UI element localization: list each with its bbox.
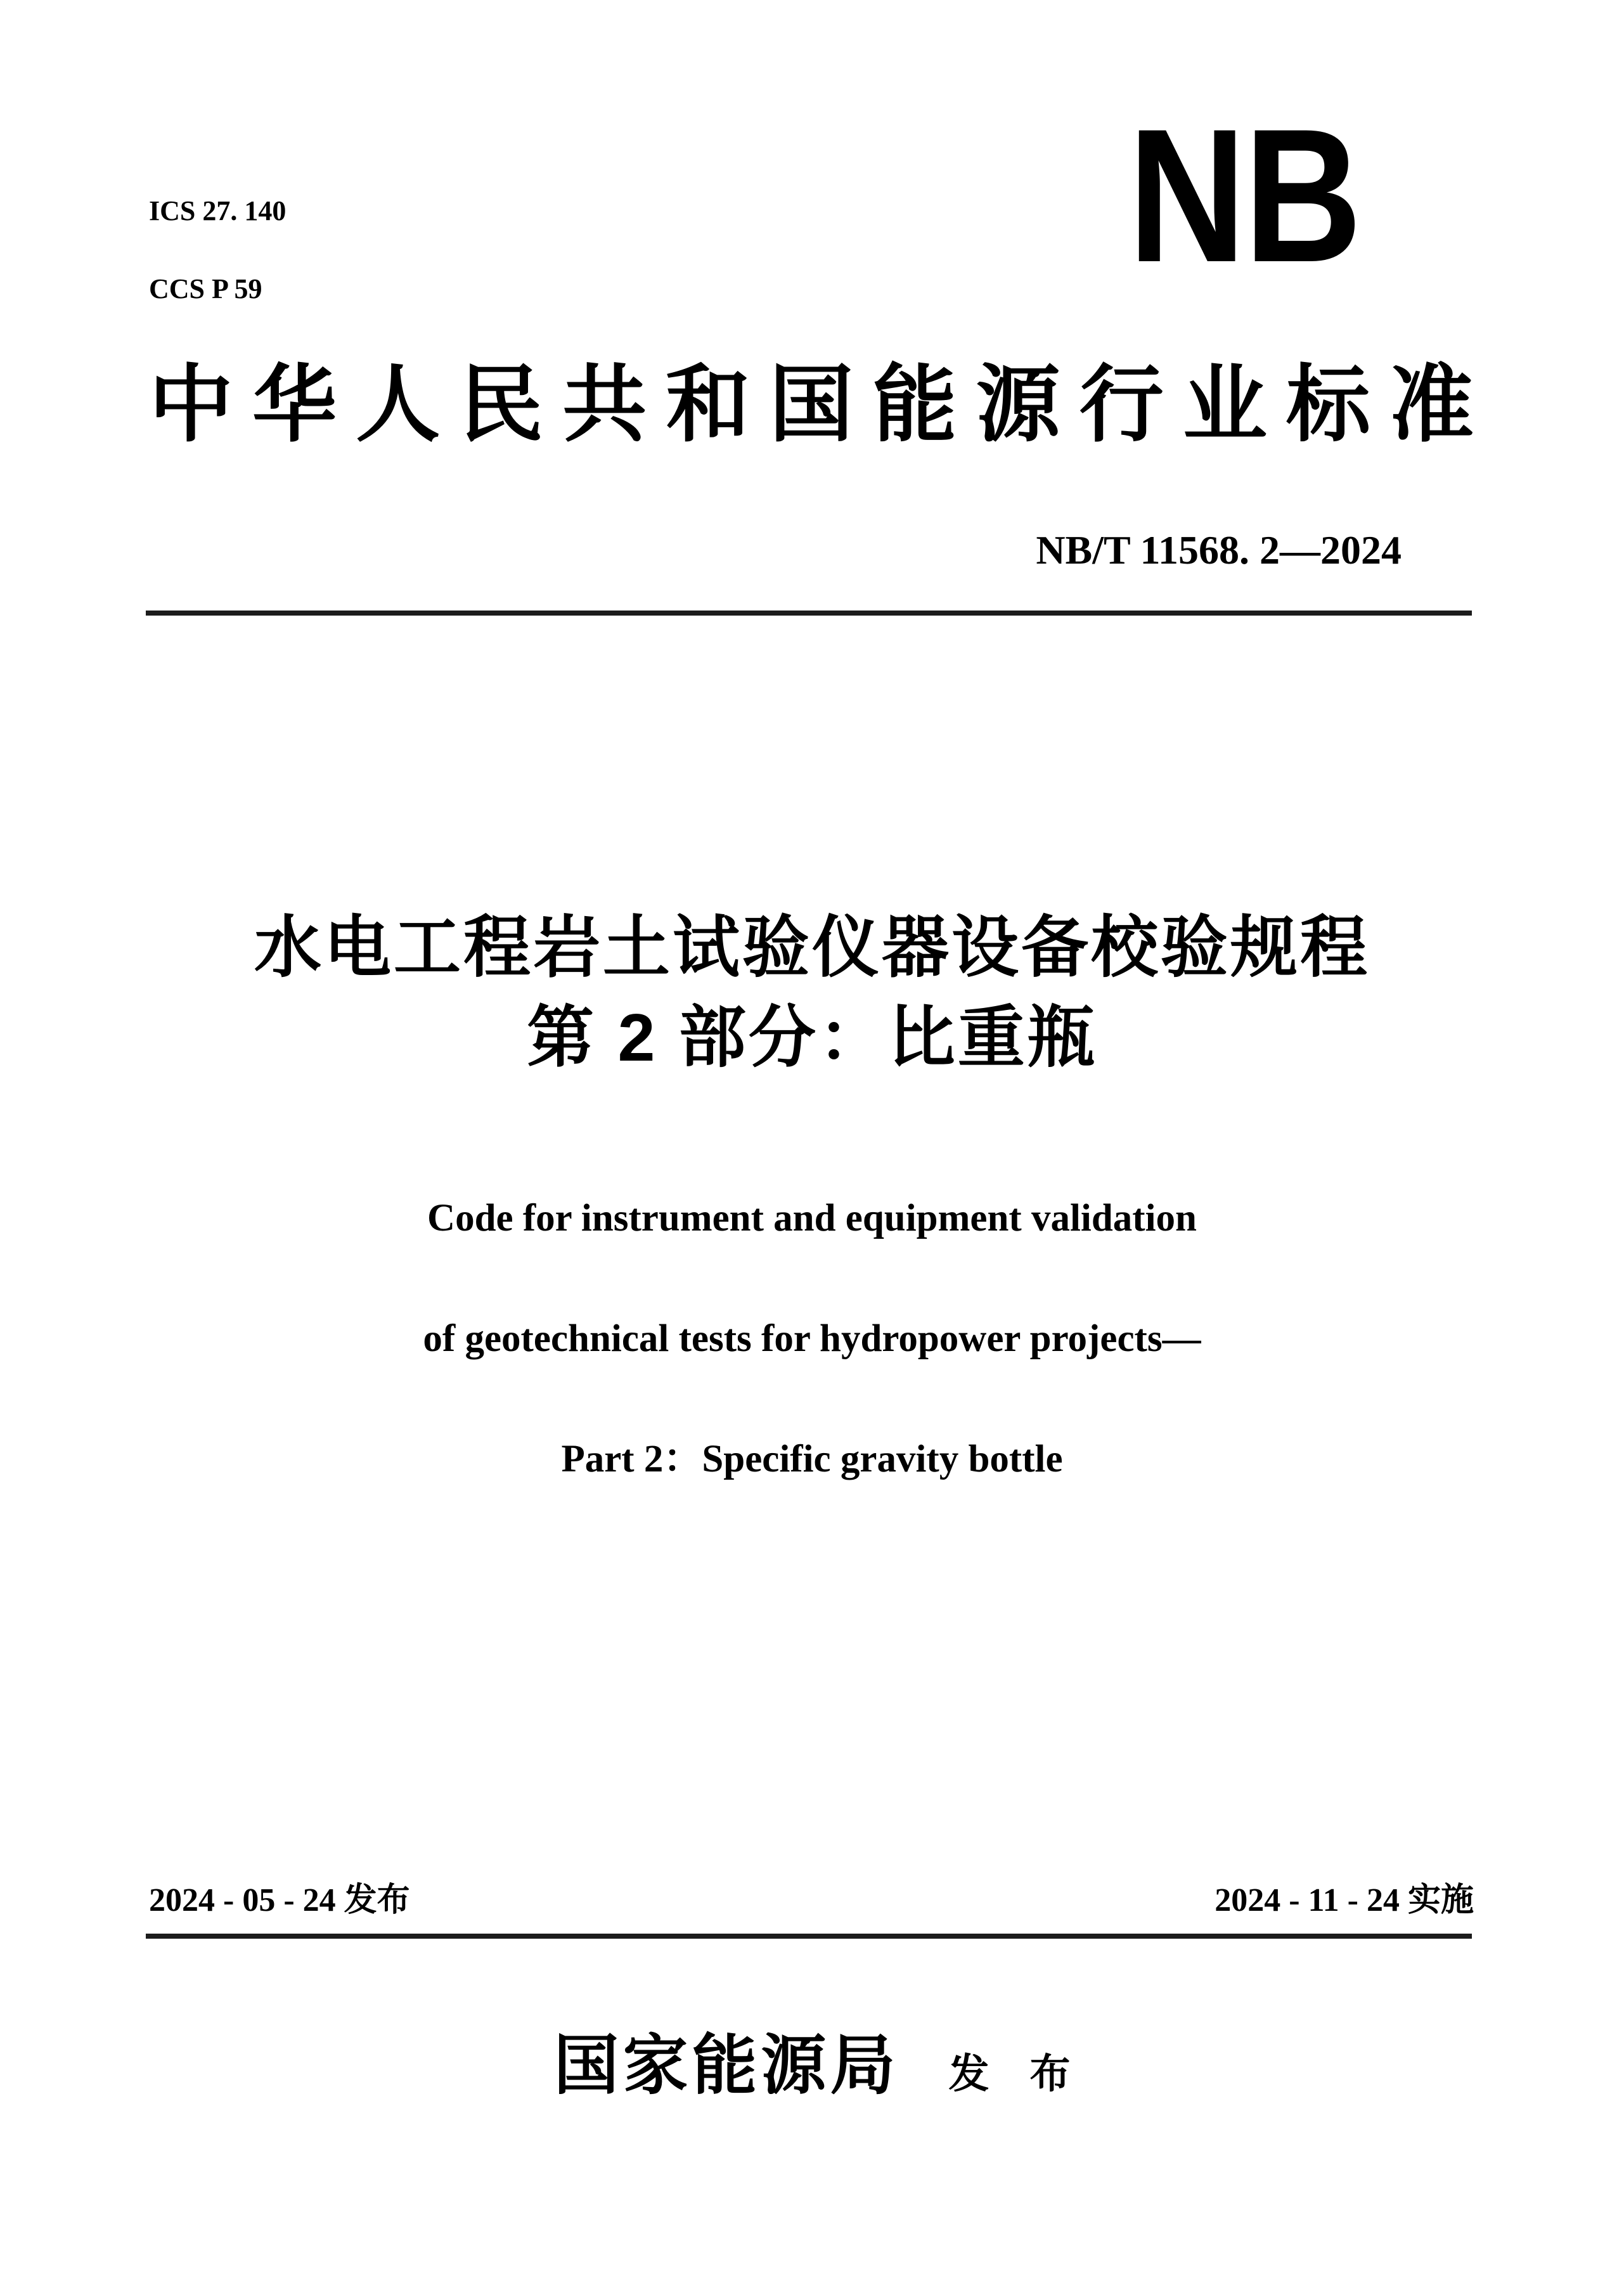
classification-codes — [149, 152, 286, 347]
bottom-horizontal-rule — [146, 1934, 1472, 1939]
nb-logo-container — [1090, 89, 1360, 302]
nb-logo: NB — [1128, 89, 1360, 302]
document-title-en-line3: Part 2：Specific gravity bottle — [561, 1438, 1063, 1480]
document-title-zh-line1: 水电工程岩土试验仪器设备校验规程 — [254, 910, 1370, 985]
standard-category-title: 中华人民共和国能源行业标准 — [149, 358, 1474, 452]
implementation-date: 2024 - 11 - 24 实施 — [1215, 1882, 1474, 1918]
dates-row — [149, 1884, 1474, 1917]
ics-code: ICS 27. 140 — [149, 195, 287, 226]
document-title-en — [0, 1128, 1624, 1549]
standard-number: NB/T 11568. 2—2024 — [1036, 527, 1402, 572]
document-title-en-line1: Code for instrument and equipment validation — [427, 1197, 1197, 1239]
top-horizontal-rule — [146, 611, 1472, 616]
publisher-name: 国家能源局 — [553, 2030, 899, 2102]
issue-date: 2024 - 05 - 24 发布 — [149, 1882, 410, 1918]
publisher-action-label: 发 布 — [948, 2052, 1071, 2097]
ccs-code: CCS P 59 — [149, 273, 262, 304]
document-title-en-line2: of geotechnical tests for hydropower projects— — [423, 1317, 1201, 1360]
publisher-row — [0, 2030, 1624, 2102]
document-title-zh-line2: 第 2 部分：比重瓶 — [527, 1000, 1097, 1075]
